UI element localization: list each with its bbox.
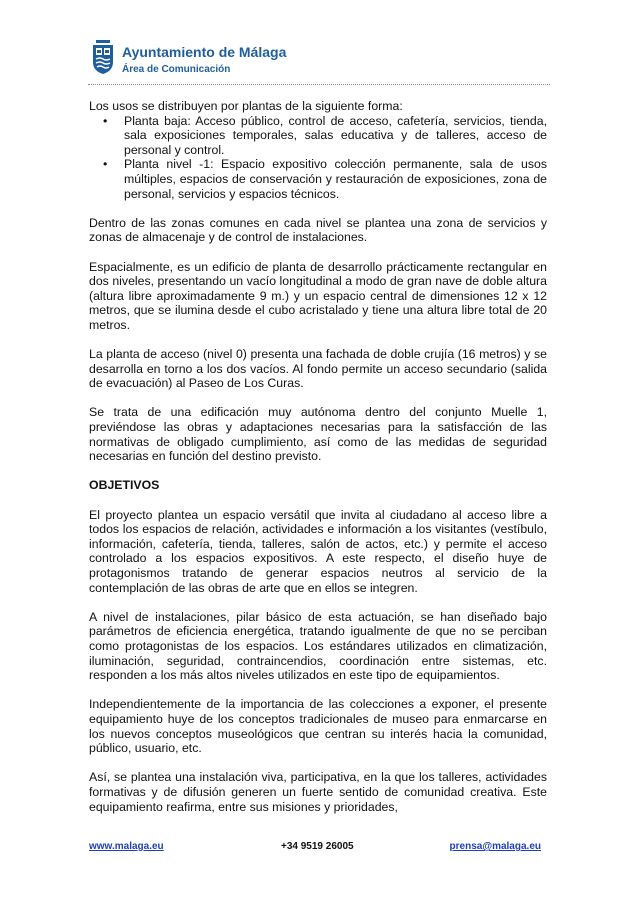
- paragraph: La planta de acceso (nivel 0) presenta una fachada de doble crujía (16 metros) y se desarrolla en torno a los dos vacíos. Al fondo permite un acceso secundario (salida de evacuación) al Paseo de Los Curas.: [89, 347, 547, 391]
- paragraph: Independientemente de la importancia de las colecciones a exponer, el presente equipamiento huye de los conceptos tradicionales de museo para enmarcarse en los nuevos conceptos museológicos que centran su interés hacia la comunidad, público, usuario, etc.: [89, 697, 547, 756]
- letterhead: [88, 36, 550, 80]
- list-item-lead: Planta nivel -1: [124, 157, 211, 172]
- organization-name: Ayuntamiento de Málaga: [122, 44, 287, 60]
- paragraph: A nivel de instalaciones, pilar básico de esta actuación, se han diseñado bajo parámetros de eficiencia energética, tratando igualmente de que no se perciban como protagonistas de los espacios. Los estándares utilizados en climatización, iluminación, seguridad, contraincendios, coordinación entre sistemas, etc. responden a los más altos niveles utilizados en este tipo de equipamientos.: [89, 609, 547, 683]
- header-divider: [88, 84, 550, 85]
- city-coat-of-arms-logo: [92, 40, 114, 74]
- page-footer: [89, 841, 547, 857]
- list-item-lead: Planta baja: [124, 113, 188, 128]
- phone-number: +34 9519 26005: [281, 841, 354, 852]
- email-link[interactable]: prensa@malaga.eu: [449, 841, 541, 852]
- website-link[interactable]: www.malaga.eu: [89, 841, 164, 852]
- paragraph: Se trata de una edificación muy autónoma dentro del conjunto Muelle 1, previéndose las obras y adaptaciones necesarias para la satisfacción de las normativas de obligado cumplimiento, así como de las medidas de seguridad necesarias en función del destino previsto.: [89, 405, 547, 464]
- floor-usage-list: [89, 114, 547, 202]
- list-item-text: : Espacio expositivo colección permanente, sala de usos múltiples, espacios de conservación y restauración de exposiciones, zona de personal, servicios y espacios técnicos.: [124, 157, 547, 201]
- section-heading: OBJETIVOS: [89, 478, 160, 493]
- bullet-icon: •: [103, 157, 108, 172]
- intro-paragraph: Los usos se distribuyen por plantas de la siguiente forma:: [89, 99, 403, 113]
- list-item-text: : Acceso público, control de acceso, cafetería, servicios, tienda, sala exposiciones temporales, salas educativa y de talleres, acceso de personal y control.: [124, 113, 547, 157]
- department-name: Área de Comunicación: [122, 64, 231, 75]
- paragraph: Dentro de las zonas comunes en cada nivel se plantea una zona de servicios y zonas de almacenaje y de control de instalaciones.: [89, 215, 547, 245]
- paragraph: Espacialmente, es un edificio de planta de desarrollo prácticamente rectangular en dos niveles, presentando un vacío longitudinal a modo de gran nave de doble altura (altura libre aproximadamente 9 m.) y un espacio central de dimensiones 12 x 12 metros, que se ilumina desde el cubo acristalado y tiene una altura libre total de 20 metros.: [89, 259, 547, 332]
- paragraph: El proyecto plantea un espacio versátil que invita al ciudadano al acceso libre a todos los espacios de relación, actividades e información a los visitantes (vestíbulo, información, cafetería, tienda, talleres, salón de actos, etc.) y permite el acceso controlado a los espacios expositivos. A este respecto, el diseño huye de protagonismos tratando de generar espacios neutros al servicio de la contemplación de las obras de arte que en ellos se integren.: [89, 507, 547, 595]
- list-item: [103, 113, 547, 158]
- paragraph: Así, se plantea una instalación viva, participativa, en la que los talleres, actividades formativas y de difusión generen un fuerte sentido de comunidad creativa. Este equipamiento reafirma, entre sus misiones y prioridades,: [89, 770, 547, 814]
- list-item: [103, 157, 547, 201]
- body-text: [89, 99, 547, 814]
- bullet-icon: •: [103, 113, 108, 128]
